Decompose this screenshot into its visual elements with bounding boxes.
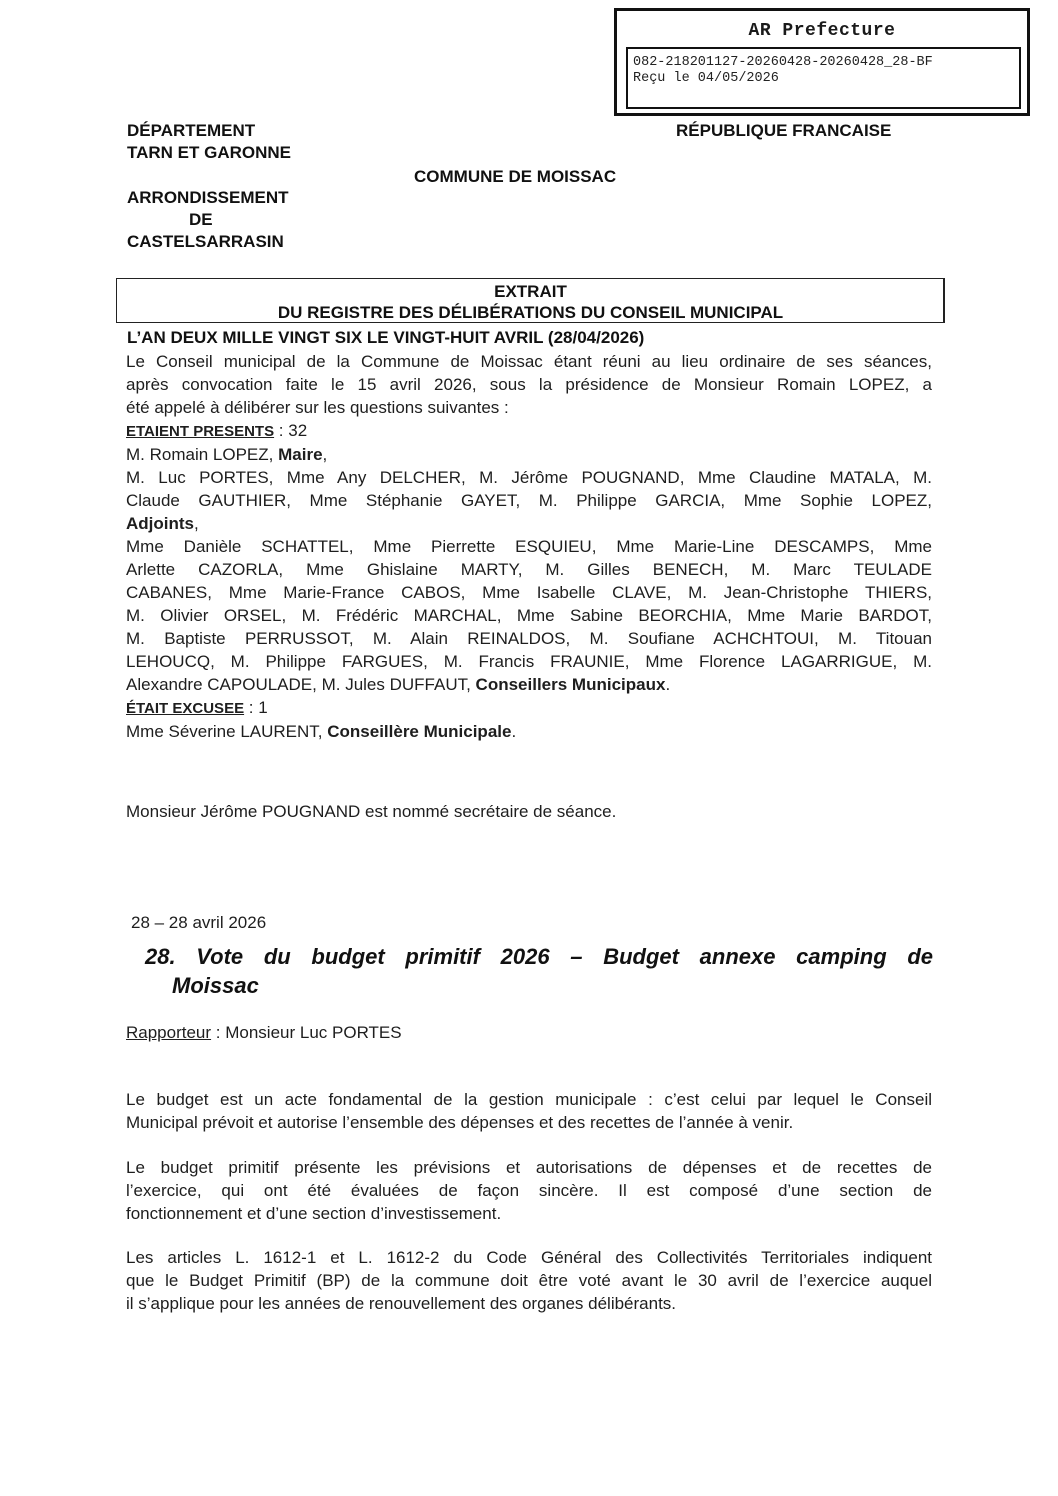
arrondissement-label: ARRONDISSEMENT [127,188,289,207]
prefecture-stamp [614,8,1030,116]
conseillers-last-line [126,673,932,696]
republique-heading: RÉPUBLIQUE FRANCAISE [676,121,892,140]
paragraph-line: Le budget est un acte fondamental de la gestion municipale : c’est celui par lequel le Conseil [126,1090,932,1109]
presents-count: : 32 [274,421,308,440]
punctuation: , [322,445,328,464]
session-date-heading: L’AN DEUX MILLE VINGT SIX LE VINGT-HUIT AVRIL (28/04/2026) [127,328,645,347]
excusee-line [126,696,932,720]
adjoints-line: Claude GAUTHIER, Mme Stéphanie GAYET, M. Philippe GARCIA, Mme Sophie LOPEZ, [126,491,932,510]
arrondissement-de: DE [189,210,213,229]
deliberation-title-line: Moissac [172,973,259,998]
adjoints-role: Adjoints [126,514,194,533]
arrondissement-heading [127,187,289,253]
excusee-count: : 1 [244,698,268,717]
adjoints-role-line [126,512,932,535]
extrait-title: EXTRAIT [494,282,567,301]
conseillers-line: CABANES, Mme Marie-France CABOS, Mme Isabelle CLAVE, M. Jean-Christophe THIERS, [126,583,932,602]
excusee-label: ÉTAIT EXCUSEE [126,700,245,717]
paragraph-line: Les articles L. 1612-1 et L. 1612-2 du Code Général des Collectivités Territoriales indiquent [126,1248,932,1267]
conseillers-line: Arlette CAZORLA, Mme Ghislaine MARTY, M. Gilles BENECH, M. Marc TEULADE [126,560,932,579]
conseillers-line: Mme Danièle SCHATTEL, Mme Pierrette ESQUIEU, Mme Marie-Line DESCAMPS, Mme [126,537,932,556]
deliberation-ref: 28 – 28 avril 2026 [131,913,267,932]
paragraph-budget-primitif [126,1156,932,1225]
paragraph-budget-definition [126,1088,932,1134]
intro-line: après convocation faite le 15 avril 2026, sous la présidence de Monsieur Romain LOPEZ, a [126,375,932,394]
rapporteur-line [126,1021,402,1044]
paragraph-line: Le budget primitif présente les prévisions et autorisations de dépenses et de recettes de [126,1158,932,1177]
conseillers-last-names: Alexandre CAPOULADE, M. Jules DUFFAUT, [126,675,476,694]
paragraph-line: il s’applique pour les années de renouvellement des organes délibérants. [126,1294,677,1313]
presents-line [126,419,932,443]
maire-name: M. Romain LOPEZ, [126,445,279,464]
paragraph-code-articles [126,1246,932,1315]
punctuation: , [194,514,199,533]
presents-label: ETAIENT PRESENTS [126,423,275,440]
maire-role: Maire [278,445,323,464]
deliberation-title-line: 28. Vote du budget primitif 2026 – Budget annexe camping de [145,944,933,969]
punctuation: . [511,722,517,741]
maire-line [126,443,932,466]
paragraph-line: fonctionnement et d’une section d’investissement. [126,1204,502,1223]
paragraph-line: l’exercice, qui ont été évaluées de façon sincère. Il est composé d’une section de [126,1181,932,1200]
conseillers-line: M. Olivier ORSEL, M. Frédéric MARCHAL, Mme Sabine BEORCHIA, Mme Marie BARDOT, [126,606,932,625]
punctuation: . [665,675,671,694]
departement-name: TARN ET GARONNE [127,143,292,162]
adjoints-line: M. Luc PORTES, Mme Any DELCHER, M. Jérôme POUGNAND, Mme Claudine MATALA, M. [126,468,932,487]
stamp-title: AR Prefecture [748,21,896,41]
departement-label: DÉPARTEMENT [127,121,256,140]
rapporteur-label: Rapporteur [126,1023,212,1042]
paragraph-line: que le Budget Primitif (BP) de la commune doit être voté avant le 30 avril de l’exercice auquel [126,1271,932,1290]
intro-line: Le Conseil municipal de la Commune de Moissac étant réuni au lieu ordinaire de ses séances, [126,352,932,371]
paragraph-line: Municipal prévoit et autorise l’ensemble des dépenses et des recettes de l’année à venir. [126,1113,794,1132]
conseillers-line: M. Baptiste PERRUSSOT, M. Alain REINALDOS, M. Soufiane ACHCHTOUI, M. Titouan [126,629,932,648]
conseillers-line: LEHOUCQ, M. Philippe FARGUES, M. Francis FRAUNIE, Mme Florence LAGARRIGUE, M. [126,652,932,671]
session-intro [126,350,932,743]
deliberation-title [145,942,933,1000]
excusee-role: Conseillère Municipale [327,722,512,741]
extrait-subtitle: DU REGISTRE DES DÉLIBÉRATIONS DU CONSEIL MUNICIPAL [277,303,784,322]
commune-heading: COMMUNE DE MOISSAC [414,167,617,186]
stamp-details [626,47,1021,109]
stamp-received-date: Reçu le 04/05/2026 [633,71,779,86]
excusee-name: Mme Séverine LAURENT, [126,722,328,741]
departement-heading [127,120,291,164]
excusee-member-line [126,720,932,743]
stamp-reference: 082-218201127-20260428-20260428_28-BF [633,55,933,70]
secretaire-line: Monsieur Jérôme POUGNAND est nommé secrétaire de séance. [126,802,617,821]
arrondissement-name: CASTELSARRASIN [127,232,284,251]
conseillers-role: Conseillers Municipaux [475,675,666,694]
intro-line: été appelé à délibérer sur les questions suivantes : [126,398,509,417]
rapporteur-value: : Monsieur Luc PORTES [211,1023,402,1042]
